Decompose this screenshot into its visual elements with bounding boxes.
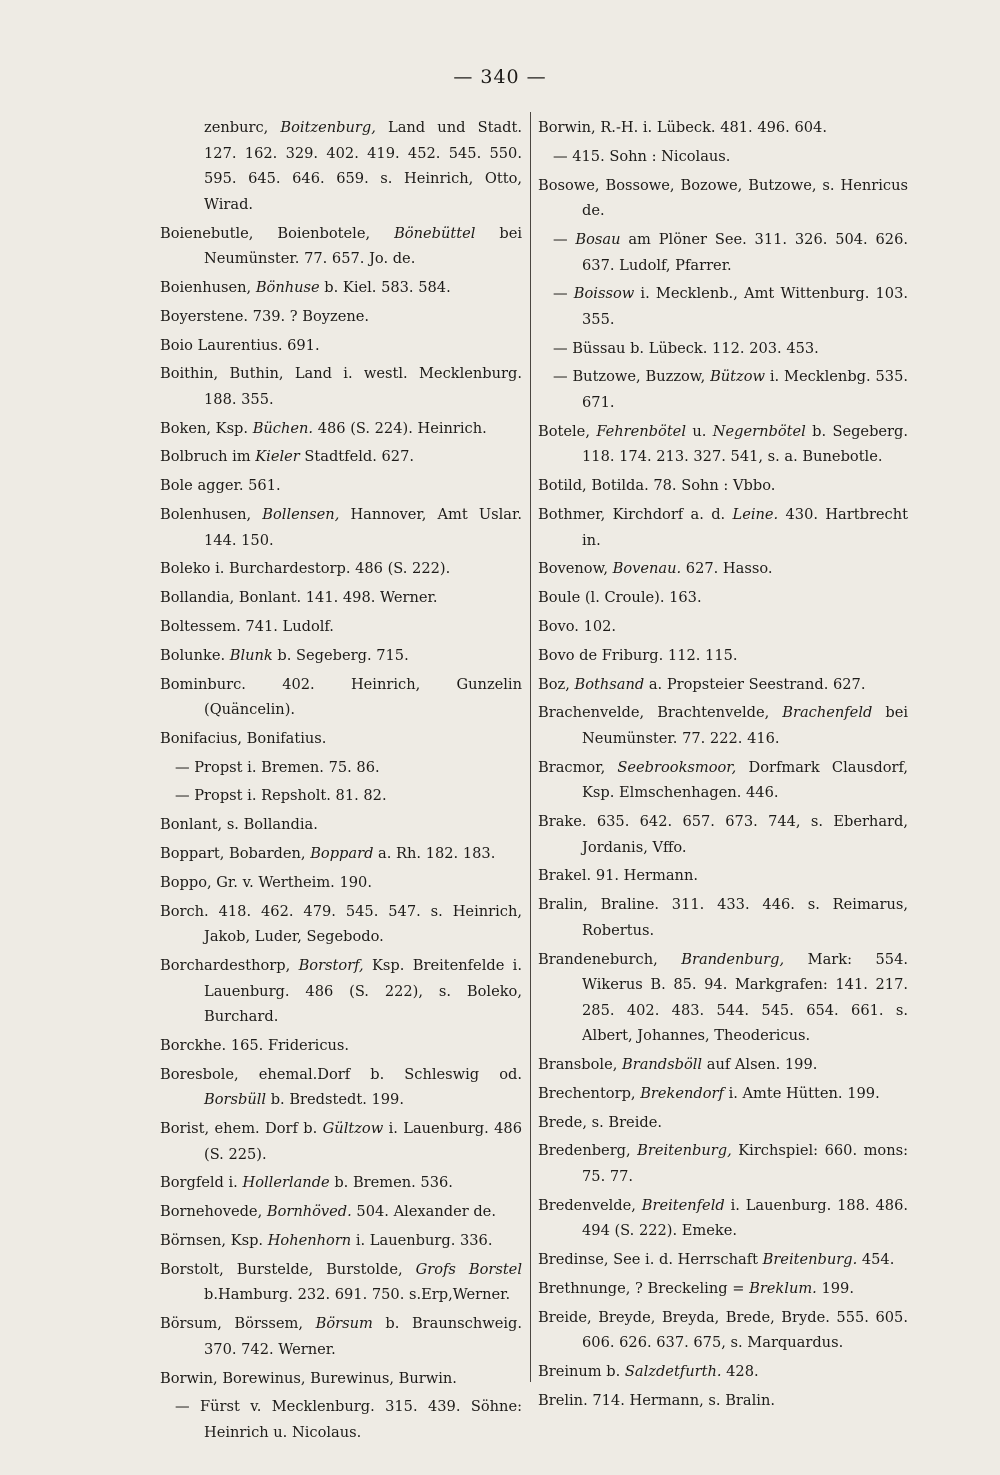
entry-text: zenburc, [204, 119, 281, 136]
index-entry [160, 1033, 522, 1059]
index-entry [538, 336, 908, 362]
index-entry [160, 841, 522, 867]
index-entry [538, 700, 908, 751]
entry-text: Brethnunge, ? Breckeling = [538, 1280, 750, 1297]
index-entry [160, 1311, 522, 1362]
entry-text: b. Braunschweig. 370. 742. Werner. [204, 1315, 522, 1358]
index-entry [160, 1062, 522, 1113]
entry-text: i. Mecklenb., Amt Wittenburg. 103. 355. [582, 285, 909, 328]
index-entry [538, 227, 908, 278]
entry-text: Borgfeld i. [160, 1174, 243, 1192]
entry-text: Borchardesthorp, [160, 956, 299, 974]
entry-text: Borwin, Borewinus, Burewinus, Burwin. [160, 1369, 457, 1387]
entry-text: Boio Laurentius. 691. [160, 336, 320, 354]
index-entry [538, 1081, 908, 1107]
entry-text: Bole agger. 561. [160, 477, 281, 495]
entry-text: am Plöner See. 311. 326. 504. 626. 637. Ludolf, Pfarrer. [582, 230, 908, 274]
entry-place-name: Breklum. [749, 1280, 817, 1297]
index-entry [160, 1366, 522, 1392]
entry-text: 430. Hartbrecht in. [582, 506, 908, 549]
entry-place-name: Leine. [732, 506, 779, 523]
entry-text: Borwin, R.-H. i. Lübeck. 481. 496. 604. [538, 119, 827, 136]
index-entry [160, 473, 522, 499]
index-entry [160, 556, 522, 582]
entry-text: Breide, Breyde, Breyda, Brede, Bryde. 555. 605. 606. 626. 637. 675, s. Marquardus. [538, 1308, 908, 1352]
index-entry [160, 333, 522, 359]
entry-text: Boppo, Gr. v. Wertheim. 190. [160, 873, 372, 891]
entry-text: Bolenhusen, [160, 506, 263, 523]
index-entry [538, 1276, 908, 1302]
entry-text: Bredinse, See i. d. Herrschaft [538, 1251, 763, 1269]
entry-text: Breinum b. [538, 1363, 625, 1381]
entry-place-name: Bovenau. [612, 560, 682, 578]
entry-place-name: Fehrenbötel [596, 422, 686, 440]
entry-text: Brachenvelde, Brachtenvelde, [538, 704, 783, 722]
entry-text: Borckhe. 165. Fridericus. [160, 1036, 350, 1054]
index-entry [538, 755, 908, 806]
entry-text: Boienebutle, Boienbotele, [160, 224, 395, 242]
entry-text: Bollandia, Bonlant. 141. 498. Werner. [160, 589, 438, 607]
entry-place-name: Boitzenburg, [280, 119, 376, 136]
index-entry [160, 726, 522, 752]
index-entry [538, 1305, 908, 1356]
entry-text: Boienhusen, [160, 278, 256, 296]
entry-text: Bolunke. [160, 646, 230, 664]
entry-text: 428. [721, 1363, 759, 1381]
index-entry [538, 281, 908, 332]
entry-text: Ksp. Breitenfelde i. Lauenburg. 486 (S. 222), s. Boleko, Burchard. [204, 956, 522, 1026]
index-entry [538, 419, 908, 470]
index-entry [538, 364, 908, 415]
index-entry [160, 953, 522, 1030]
left-column [160, 115, 522, 1449]
entry-text: Brandeneburch, [538, 950, 682, 968]
entry-text: — [553, 230, 576, 248]
entry-text: — Fürst v. Mecklenburg. 315. 439. Söhne: Heinrich u. Nicolaus. [175, 1398, 522, 1441]
entry-text: Bovo de Friburg. 112. 115. [538, 646, 738, 664]
entry-text: u. [685, 422, 713, 440]
index-entry [160, 1199, 522, 1225]
entry-text: Bothmer, Kirchdorf a. d. [538, 506, 733, 523]
index-entry [538, 614, 908, 640]
entry-place-name: Büchen. [252, 419, 314, 437]
entry-place-name: Boissow [573, 285, 635, 303]
entry-text: Börnsen, Ksp. [160, 1232, 268, 1249]
entry-text: Bolbruch im [160, 448, 256, 466]
entry-text: — Butzowe, Buzzow, [553, 368, 711, 386]
index-entry [160, 502, 522, 553]
index-entry [160, 275, 522, 301]
entry-text: Bonlant, s. Bollandia. [160, 816, 318, 834]
index-entry [160, 755, 522, 781]
entry-text: Bosowe, Bossowe, Bozowe, Butzowe, s. Henricus de. [538, 176, 908, 220]
entry-text: Kirchspiel: 660. mons: 75. 77. [582, 1142, 908, 1186]
index-entry [538, 892, 908, 943]
entry-place-name: Breitenburg. [762, 1251, 858, 1269]
index-entry [160, 1228, 522, 1254]
index-entry [160, 221, 522, 272]
entry-text: a. Rh. 182. 183. [373, 845, 496, 862]
entry-place-name: Negernbötel [712, 422, 806, 440]
index-entry [160, 361, 522, 412]
entry-place-name: Brachenfeld [782, 704, 873, 722]
index-entry [538, 809, 908, 860]
entry-place-name: Blunk [229, 646, 273, 664]
entry-text: 454. [857, 1251, 895, 1269]
entry-text: Botele, [538, 422, 597, 440]
entry-text: i. Lauenburg. 486 (S. 225). [204, 1120, 523, 1163]
entry-place-name: Breitenfeld [641, 1196, 725, 1214]
entry-text: Boppart, Bobarden, [160, 845, 311, 862]
entry-text: — [553, 285, 574, 303]
index-entry [160, 115, 522, 217]
entry-text: Boyerstene. 739. ? Boyzene. [160, 307, 370, 325]
entry-text: b. Bredstedt. 199. [266, 1091, 404, 1109]
entry-text: Boleko i. Burchardestorp. 486 (S. 222). [160, 560, 451, 578]
entry-place-name: Börsum [315, 1315, 373, 1333]
entry-text: i. Amte Hütten. 199. [723, 1084, 880, 1102]
entry-text: Borstolt, Burstelde, Burstolde, [160, 1260, 416, 1278]
entry-place-name: Hohenhorn [267, 1232, 352, 1249]
entry-text: Brede, s. Breide. [538, 1113, 662, 1131]
entry-text: Borch. 418. 462. 479. 545. 547. s. Heinrich, Jakob, Luder, Segebodo. [160, 902, 522, 946]
index-entry [538, 1052, 908, 1078]
index-entry [160, 1257, 522, 1308]
index-entry [160, 672, 522, 723]
entry-place-name: Salzdetfurth. [624, 1363, 722, 1381]
entry-text: Bovenow, [538, 560, 613, 578]
index-entry [160, 783, 522, 809]
index-entry [538, 556, 908, 582]
index-entry [538, 863, 908, 889]
entry-text: bei Neumünster. 77. 222. 416. [582, 704, 908, 747]
entry-place-name: Hollerlande [242, 1174, 330, 1192]
entry-text: auf Alsen. 199. [702, 1056, 818, 1074]
right-column [538, 115, 908, 1417]
entry-text: Hannover, Amt Uslar. 144. 150. [204, 506, 522, 549]
entry-text: Stadtfeld. 627. [299, 448, 414, 466]
entry-text: Bominburc. 402. Heinrich, Gunzelin (Quäncelin). [160, 675, 522, 719]
entry-text: Bovo. 102. [538, 617, 617, 635]
entry-text: Boltessem. 741. Ludolf. [160, 617, 334, 635]
index-entry [160, 444, 522, 470]
entry-text: Bransbole, [538, 1056, 622, 1074]
entry-text: Bredenberg, [538, 1142, 638, 1160]
entry-text: Dorfmark Clausdorf, Ksp. Elmschenhagen. 446. [582, 758, 908, 802]
entry-place-name: Breitenburg, [637, 1142, 732, 1160]
entry-text: Boken, Ksp. [160, 419, 253, 437]
entry-text: i. Lauenburg. 336. [351, 1232, 493, 1249]
entry-place-name: Brandenburg, [681, 950, 785, 968]
entry-text: Boule (l. Croule). 163. [538, 589, 702, 607]
index-entry [538, 502, 908, 553]
entry-text: 504. Alexander de. [351, 1203, 496, 1221]
entry-text: Mark: 554. Wikerus B. 85. 94. Markgrafen: 141. 217. 285. 402. 483. 544. 545. 654. 661. s. Albert, Johannes, Theodericus. [582, 950, 909, 1045]
entry-place-name: Brekendorf [640, 1084, 724, 1102]
index-entry [538, 1359, 908, 1385]
entry-text: Bredenvelde, [538, 1196, 642, 1214]
index-entry [160, 416, 522, 442]
entry-text: 199. [816, 1280, 854, 1297]
entry-text: Börsum, Börssem, [160, 1315, 316, 1333]
entry-text: Bornehovede, [160, 1203, 267, 1221]
entry-place-name: Grofs Borstel [415, 1260, 522, 1278]
entry-text: b. Segeberg. 118. 174. 213. 327. 541, s. a. Bunebotle. [582, 422, 909, 466]
index-entry [538, 1110, 908, 1136]
entry-text: Brechentorp, [538, 1084, 641, 1102]
entry-text: Boithin, Buthin, Land i. westl. Mecklenburg. 188. 355. [160, 365, 522, 408]
index-entry [538, 1247, 908, 1273]
index-entry [160, 304, 522, 330]
index-entry [160, 1170, 522, 1196]
index-entry [538, 1138, 908, 1189]
entry-place-name: Bollensen, [262, 506, 340, 523]
index-entry [538, 585, 908, 611]
index-entry [160, 899, 522, 950]
index-entry [538, 947, 908, 1049]
index-entry [538, 1388, 908, 1414]
entry-place-name: Boppard [310, 845, 374, 862]
entry-place-name: Brandsböll [622, 1056, 703, 1074]
index-entry [160, 812, 522, 838]
entry-text: — 415. Sohn : Nicolaus. [553, 147, 731, 165]
entry-text: bei Neumünster. 77. 657. Jo. de. [204, 224, 522, 268]
index-entry [538, 115, 908, 141]
index-entry [538, 1193, 908, 1244]
entry-text: Land und Stadt. 127. 162. 329. 402. 419. 452. 545. 550. 595. 645. 646. 659. s. Heinrich, Otto, Wirad. [204, 119, 522, 213]
entry-place-name: Bosau [575, 230, 621, 248]
entry-place-name: Bönebüttel [394, 224, 476, 242]
entry-text: Brakel. 91. Hermann. [538, 867, 698, 885]
entry-place-name: Borstorf, [298, 956, 364, 974]
index-entry [538, 672, 908, 698]
entry-text: b. Kiel. 583. 584. [319, 278, 451, 296]
entry-text: Brake. 635. 642. 657. 673. 744, s. Eberhard, Jordanis, Vffo. [538, 813, 908, 856]
index-entry [160, 1394, 522, 1445]
entry-text: Bonifacius, Bonifatius. [160, 729, 327, 747]
entry-place-name: Gültzow [322, 1120, 384, 1138]
entry-text: a. Propsteier Seestrand. 627. [644, 675, 866, 693]
page-number: — 340 — [453, 66, 547, 88]
entry-text: i. Mecklenbg. 535. 671. [582, 368, 908, 412]
index-entry [538, 144, 908, 170]
index-entry [160, 643, 522, 669]
entry-text: b. Bremen. 536. [329, 1174, 453, 1192]
entry-text: i. Lauenburg. 188. 486. 494 (S. 222). Emeke. [582, 1196, 908, 1240]
entry-text: Botild, Botilda. 78. Sohn : Vbbo. [538, 477, 776, 495]
entry-place-name: Bönhuse [255, 278, 320, 296]
entry-text: — Propst i. Repsholt. 81. 82. [175, 787, 387, 805]
entry-text: — Büssau b. Lübeck. 112. 203. 453. [553, 339, 819, 357]
index-entry [538, 473, 908, 499]
entry-place-name: Kieler [255, 448, 300, 466]
index-entry [160, 870, 522, 896]
column-divider [530, 112, 531, 1382]
entry-place-name: Bützow [710, 368, 766, 386]
entry-text: Bralin, Braline. 311. 433. 446. s. Reimarus, Robertus. [538, 896, 908, 939]
entry-text: 486 (S. 224). Heinrich. [313, 419, 487, 437]
entry-place-name: Seebrooksmoor, [617, 758, 737, 776]
entry-text: Bracmor, [538, 758, 618, 776]
entry-place-name: Borsbüll [204, 1091, 267, 1109]
index-entry [160, 585, 522, 611]
index-entry [538, 173, 908, 224]
entry-text: Boresbole, ehemal.Dorf b. Schleswig od. [160, 1065, 522, 1083]
entry-text: b.Hamburg. 232. 691. 750. s.Erp,Werner. [204, 1286, 511, 1304]
entry-text: Boz, [538, 675, 575, 693]
entry-place-name: Bornhöved. [266, 1203, 352, 1221]
entry-text: Brelin. 714. Hermann, s. Bralin. [538, 1391, 775, 1409]
entry-text: — Propst i. Bremen. 75. 86. [175, 758, 380, 776]
entry-text: b. Segeberg. 715. [272, 646, 409, 664]
entry-place-name: Bothsand [574, 675, 645, 693]
index-entry [160, 614, 522, 640]
index-entry [538, 643, 908, 669]
entry-text: 627. Hasso. [681, 560, 773, 578]
index-entry [160, 1116, 522, 1167]
entry-text: Borist, ehem. Dorf b. [160, 1120, 323, 1138]
